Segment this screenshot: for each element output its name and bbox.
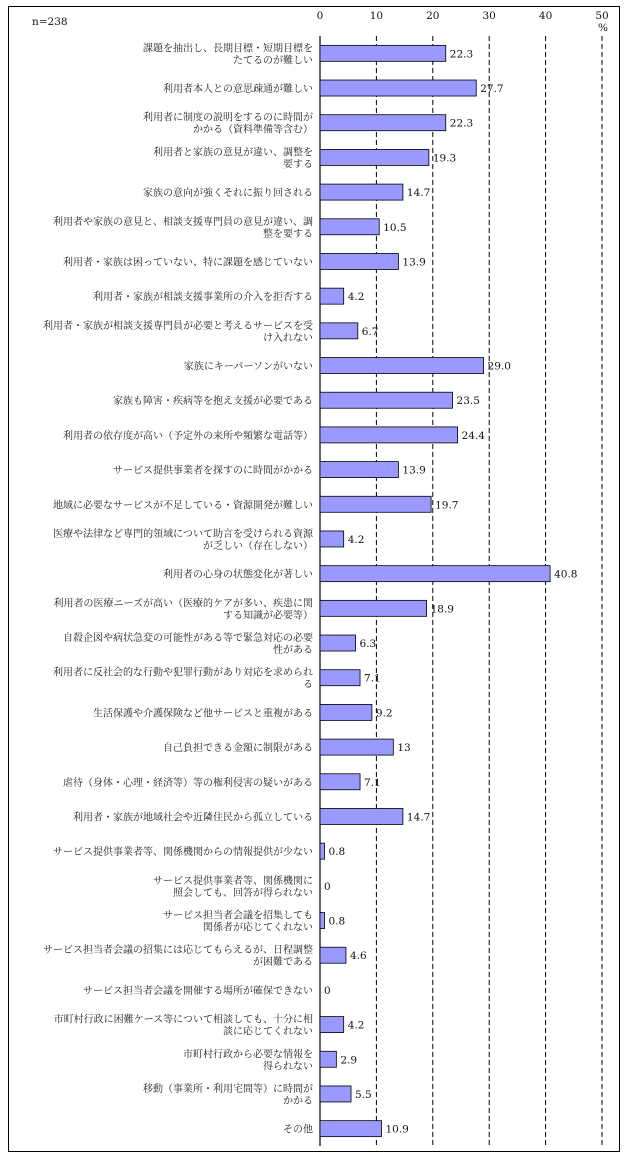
value-label: 13.9 [402, 464, 426, 477]
category-label: 利用者・家族が相談支援事業所の介入を拒否する [93, 292, 313, 304]
category-label: 利用者や家族の意見と、相談支援専門員の意見が違い、調整を要する [53, 216, 313, 240]
category-label: 市町村行政に困難ケース等について相談しても、十分に相談に応じてくれない [53, 1014, 313, 1038]
bar [320, 184, 403, 200]
bar [320, 427, 458, 443]
category-label: 市町村行政から必要な情報を得られない [183, 1049, 313, 1073]
bar [320, 392, 453, 408]
category-label: サービス担当者会議を招集しても関係者が応じてくれない [163, 910, 313, 934]
value-label: 6.7 [361, 325, 379, 338]
gridlines [320, 36, 602, 1146]
unit-label: % [598, 22, 608, 34]
value-label: 19.7 [435, 499, 459, 512]
bar [320, 358, 484, 374]
bar [320, 219, 379, 235]
category-label: サービス担当者会議の招集には応じてもらえるが、日程調整が困難である [43, 945, 313, 969]
value-label: 22.3 [449, 48, 474, 61]
x-tick-label: 0 [316, 10, 324, 22]
category-label: 利用者の医療ニーズが高い（医療的ケアが多い、疾患に関する知識が必要等） [53, 598, 313, 622]
bar [320, 670, 360, 686]
category-label: サービス担当者会議を開催する場所が確保できない [83, 985, 313, 997]
category-label: 課題を抽出し、長期目標・短期目標をたてるのが難しい [143, 43, 313, 67]
category-label: 医療や法律など専門的領域について助言を受けられる資源が乏しい（存在しない） [53, 528, 313, 552]
bar [320, 115, 446, 131]
value-label: 10.5 [383, 221, 407, 234]
x-tick-label: 30 [482, 10, 496, 22]
value-label: 24.4 [461, 429, 486, 442]
bar [320, 1051, 336, 1067]
value-label: 29.0 [487, 360, 511, 373]
value-label: 0.8 [328, 915, 346, 928]
value-label: 10.9 [385, 1123, 409, 1136]
bar [320, 149, 429, 165]
value-label: 4.6 [349, 950, 367, 963]
bar [320, 947, 346, 963]
category-label: 利用者・家族が地域社会や近隣住民から孤立している [73, 812, 313, 824]
bar [320, 774, 360, 790]
value-label: 40.8 [554, 568, 578, 581]
bar [320, 739, 393, 755]
bar [320, 808, 403, 824]
category-label: サービス提供事業者等、関係機関に照会しても、回答が得られない [153, 875, 313, 899]
bar [320, 1121, 381, 1137]
bar [320, 843, 325, 859]
value-label: 0.8 [328, 846, 346, 859]
value-label: 23.5 [456, 395, 480, 408]
value-label: 22.3 [449, 117, 474, 130]
category-label: 移動（事業所・利用宅間等）に時間がかかる [143, 1083, 313, 1107]
value-label: 7.1 [364, 672, 381, 685]
x-tick-label: 20 [426, 10, 440, 22]
category-label: 利用者に制度の説明をするのに時間がかかる（資料準備等含む） [143, 112, 313, 136]
category-label: 利用者・家族が相談支援専門員が必要と考えるサービスを受け入れない [43, 320, 313, 344]
bar [320, 253, 398, 269]
bar [320, 566, 550, 582]
x-axis-ticks [317, 10, 609, 22]
bar [320, 913, 325, 929]
category-label: 虐待（身体・心理・経済等）等の権利侵害の疑いがある [63, 777, 313, 789]
bar [320, 80, 476, 96]
sample-size-label: n=238 [32, 16, 68, 28]
category-label: 生活保護や介護保険など他サービスと重複がある [93, 708, 313, 720]
category-label: 利用者の心身の状態変化が著しい [163, 569, 313, 581]
category-label: 利用者と家族の意見が違い、調整を要する [153, 147, 313, 171]
category-label: サービス提供事業者を探すのに時間がかかる [113, 465, 313, 477]
bar [320, 462, 398, 478]
bar [320, 1086, 351, 1102]
value-label: 4.2 [347, 1019, 365, 1032]
bar [320, 45, 446, 61]
value-label: 19.3 [432, 152, 457, 165]
category-label: 利用者に反社会的な行動や犯罪行動があり対応を求められる [53, 667, 313, 691]
value-label: 4.2 [347, 291, 365, 304]
bar [320, 704, 372, 720]
bar [320, 323, 358, 339]
value-label: 18.9 [430, 603, 454, 616]
category-label: 利用者・家族は困っていない、特に課題を感じていない [63, 257, 313, 269]
category-label: 利用者本人との意思疎通が難しい [163, 84, 313, 96]
category-label: 家族も障害・疾病等を抱え支援が必要である [113, 396, 313, 408]
value-label: 9.2 [375, 707, 393, 720]
value-label: 0 [324, 880, 331, 893]
bars [320, 45, 550, 1136]
value-label: 5.5 [355, 1088, 372, 1101]
value-label: 7.1 [364, 776, 381, 789]
value-label: 13.9 [402, 256, 426, 269]
category-label: 利用者の依存度が高い（予定外の来所や頻繁な電話等） [63, 430, 313, 442]
category-label: 自殺企図や病状急変の可能性がある等で緊急対応の必要性がある [63, 633, 313, 657]
value-label: 6.3 [359, 638, 377, 651]
value-label: 4.2 [347, 533, 365, 546]
category-label: 家族にキーパーソンがいない [183, 361, 313, 373]
value-label: 14.7 [406, 811, 431, 824]
bar [320, 496, 431, 512]
value-label: 0 [324, 984, 331, 997]
category-labels [43, 41, 314, 1135]
value-label: 27.7 [480, 83, 504, 96]
value-label: 13 [397, 742, 411, 755]
x-tick-label: 50 [595, 10, 609, 22]
category-label: サービス提供事業者等、関係機関からの情報提供が少ない [53, 847, 313, 859]
category-label: 家族の意向が強くそれに振り回される [143, 188, 313, 200]
bar [320, 1017, 344, 1033]
category-label: 地域に必要なサービスが不足している・資源開発が難しい [53, 500, 313, 512]
bar [320, 600, 427, 616]
category-label: その他 [283, 1124, 313, 1136]
bar [320, 635, 356, 651]
bar [320, 531, 344, 547]
value-label: 2.9 [340, 1054, 358, 1067]
category-label: 自己負担できる金額に制限がある [163, 743, 313, 755]
x-tick-label: 10 [369, 10, 384, 22]
bar [320, 288, 344, 304]
value-label: 14.7 [406, 187, 431, 200]
x-tick-label: 40 [538, 10, 553, 22]
value-labels [324, 48, 578, 1135]
